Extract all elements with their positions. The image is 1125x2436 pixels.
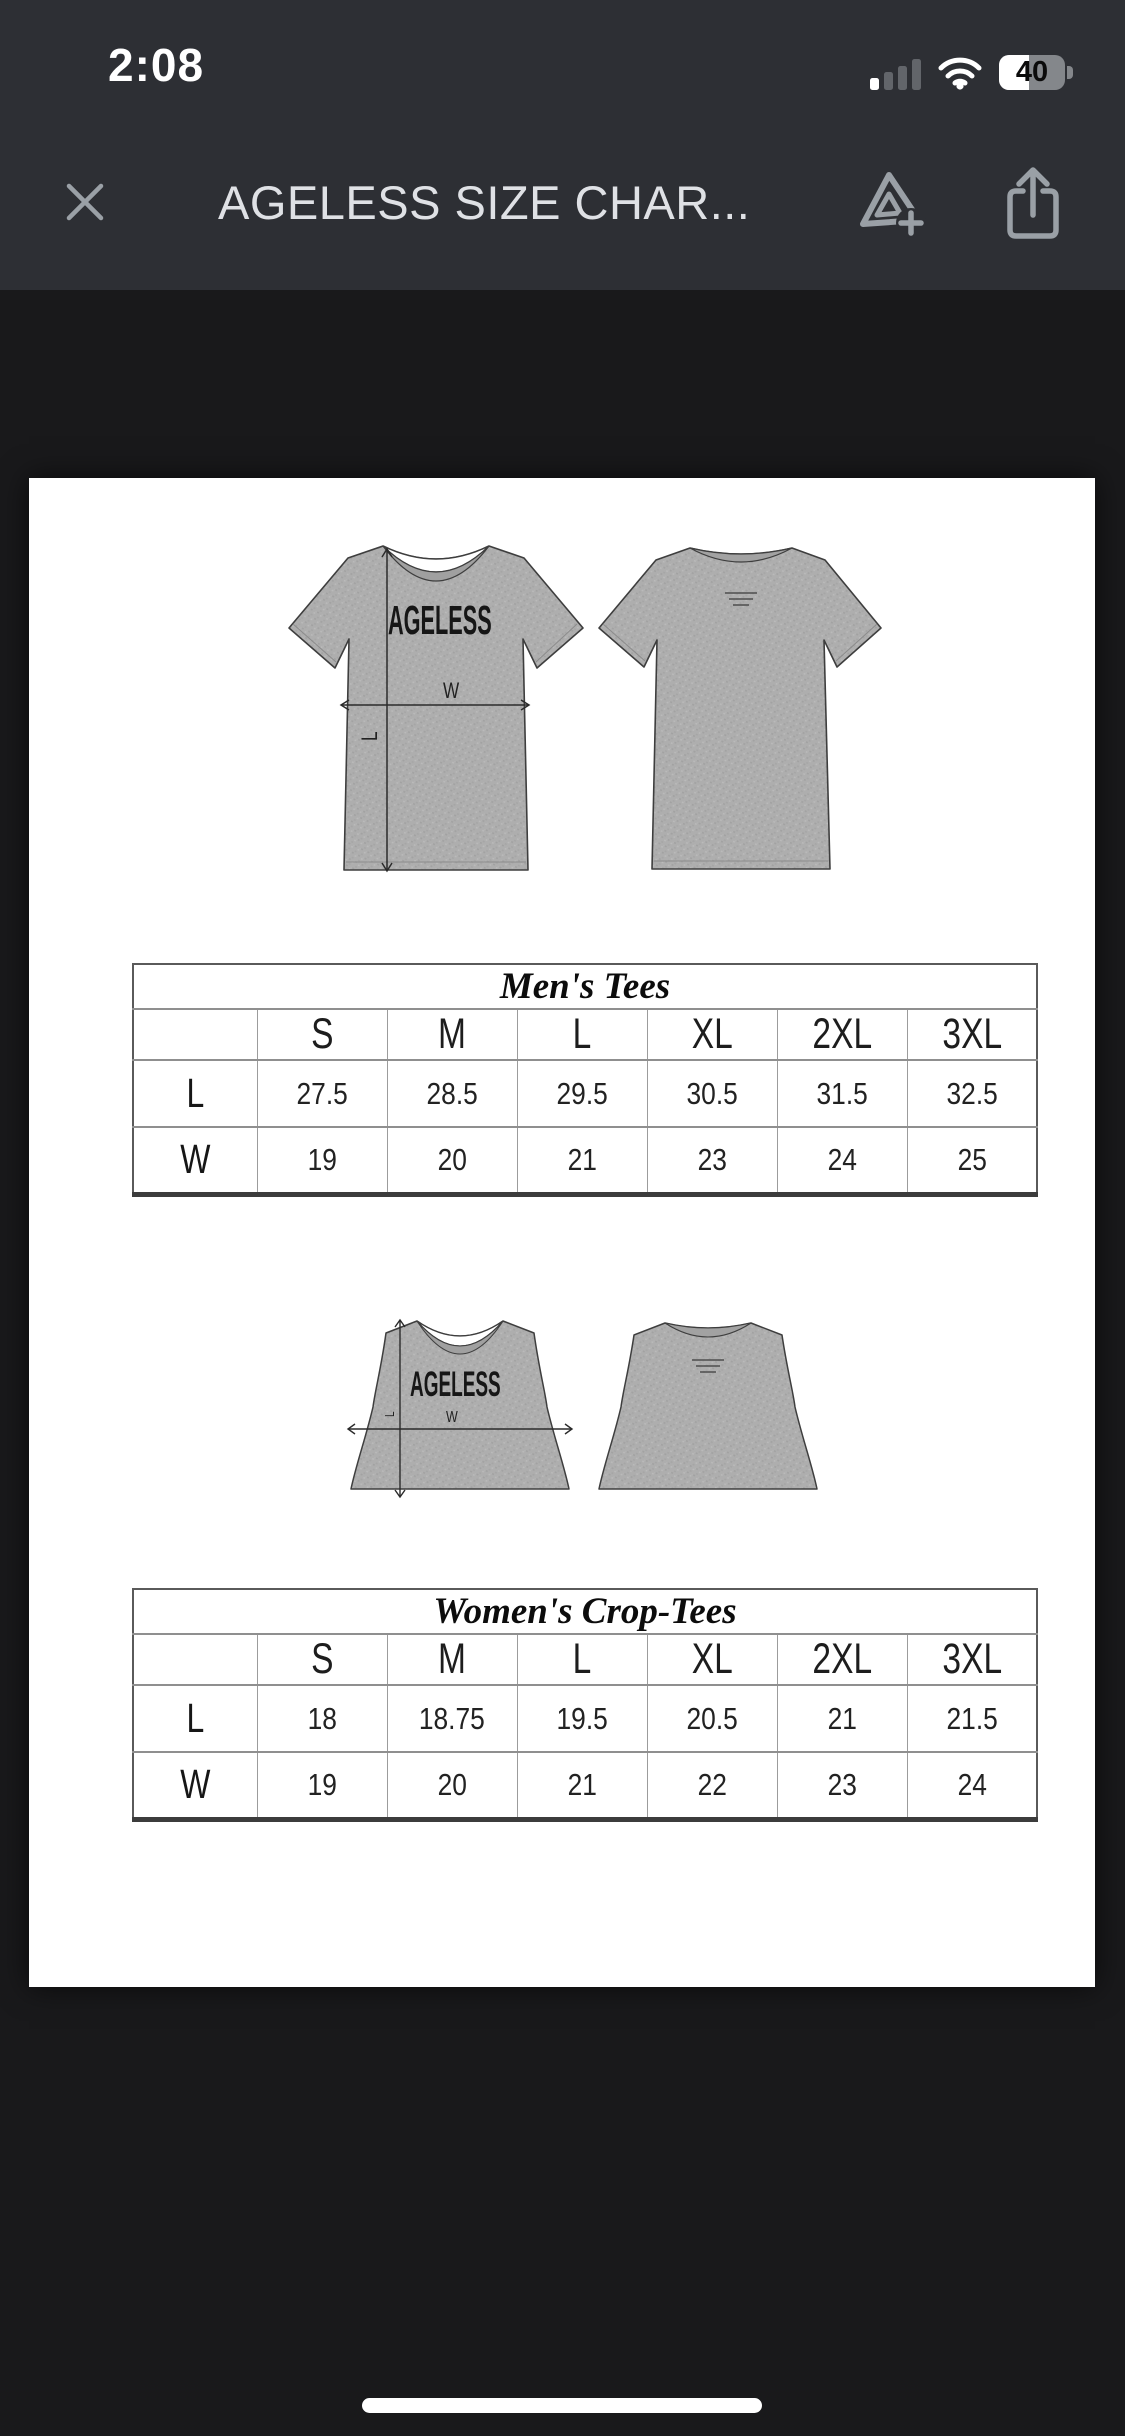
table-row [133, 1127, 1037, 1194]
size-value-cell: 19 [257, 1752, 387, 1819]
size-value-cell: 19 [257, 1127, 387, 1194]
size-value-cell: 24 [907, 1752, 1037, 1819]
womens-size-table [132, 1588, 1038, 1822]
size-value-cell: 27.5 [257, 1060, 387, 1127]
size-value-cell: 29.5 [517, 1060, 647, 1127]
size-value-cell: 20 [387, 1127, 517, 1194]
tee-front-graphic [284, 534, 586, 877]
size-col-header: 3XL [907, 1009, 1037, 1060]
size-value-cell: 20.5 [647, 1685, 777, 1752]
table-row [133, 1060, 1037, 1127]
share-button[interactable] [1001, 163, 1065, 241]
size-value-cell: 21.5 [907, 1685, 1037, 1752]
length-label: L [358, 731, 383, 741]
size-value-cell: 28.5 [387, 1060, 517, 1127]
viewer-canvas[interactable] [0, 290, 1125, 2436]
size-value-cell: 30.5 [647, 1060, 777, 1127]
battery-percent-text: 40 [1015, 56, 1049, 88]
size-col-header: XL [647, 1009, 777, 1060]
size-col-header: 3XL [907, 1634, 1037, 1685]
size-header-row [133, 1009, 1037, 1060]
size-value-cell: 18 [257, 1685, 387, 1752]
size-value-cell: 24 [777, 1127, 907, 1194]
womens-crop-graphic [344, 1311, 824, 1504]
table-row [133, 1752, 1037, 1819]
size-value-cell: 21 [777, 1685, 907, 1752]
app-header [0, 0, 1125, 290]
size-col-header: 2XL [777, 1009, 907, 1060]
row-label: W [133, 1752, 257, 1819]
size-col-header: L [517, 1009, 647, 1060]
size-value-cell: 20 [387, 1752, 517, 1819]
size-value-cell: 21 [517, 1752, 647, 1819]
crop-back-graphic [592, 1311, 824, 1504]
close-icon [62, 179, 108, 225]
crop-front-graphic [344, 1311, 576, 1504]
close-button[interactable] [62, 179, 108, 225]
width-label: W [443, 679, 460, 704]
size-value-cell: 31.5 [777, 1060, 907, 1127]
width-label: W [446, 1408, 458, 1427]
size-value-cell: 19.5 [517, 1685, 647, 1752]
row-label: L [133, 1060, 257, 1127]
document-title: AGELESS SIZE CHAR... [218, 175, 751, 229]
cellular-signal-icon [870, 58, 921, 90]
mens-size-table [132, 963, 1038, 1197]
crop-brand-text: AGELESS [410, 1365, 501, 1405]
size-value-cell: 21 [517, 1127, 647, 1194]
size-col-header: M [387, 1009, 517, 1060]
document-page [29, 478, 1095, 1987]
tee-brand-text: AGELESS [388, 597, 492, 644]
size-header-row [133, 1634, 1037, 1685]
size-value-cell: 25 [907, 1127, 1037, 1194]
size-col-header: S [257, 1634, 387, 1685]
size-value-cell: 22 [647, 1752, 777, 1819]
size-value-cell: 18.75 [387, 1685, 517, 1752]
home-indicator[interactable] [362, 2398, 762, 2413]
toolbar [0, 100, 1125, 290]
size-value-cell: 23 [647, 1127, 777, 1194]
size-col-header: XL [647, 1634, 777, 1685]
size-value-cell: 23 [777, 1752, 907, 1819]
table-title: Women's Crop-Tees [133, 1589, 1037, 1634]
wifi-icon [937, 55, 983, 90]
status-icons [870, 55, 1065, 92]
size-col-header: 2XL [777, 1634, 907, 1685]
size-col-header: M [387, 1634, 517, 1685]
size-col-header: L [517, 1634, 647, 1685]
add-to-drive-button[interactable] [853, 164, 929, 240]
tee-back-graphic [594, 534, 886, 877]
add-to-drive-icon [853, 164, 929, 240]
status-time: 2:08 [108, 39, 205, 91]
status-bar [0, 0, 1125, 100]
size-col-header: S [257, 1009, 387, 1060]
share-icon [1001, 163, 1065, 241]
size-value-cell: 32.5 [907, 1060, 1037, 1127]
mens-tee-graphic [284, 534, 886, 877]
row-label: W [133, 1127, 257, 1194]
table-title: Men's Tees [133, 964, 1037, 1009]
battery-icon [999, 55, 1065, 90]
length-label: L [382, 1411, 398, 1417]
table-row [133, 1685, 1037, 1752]
row-label: L [133, 1685, 257, 1752]
